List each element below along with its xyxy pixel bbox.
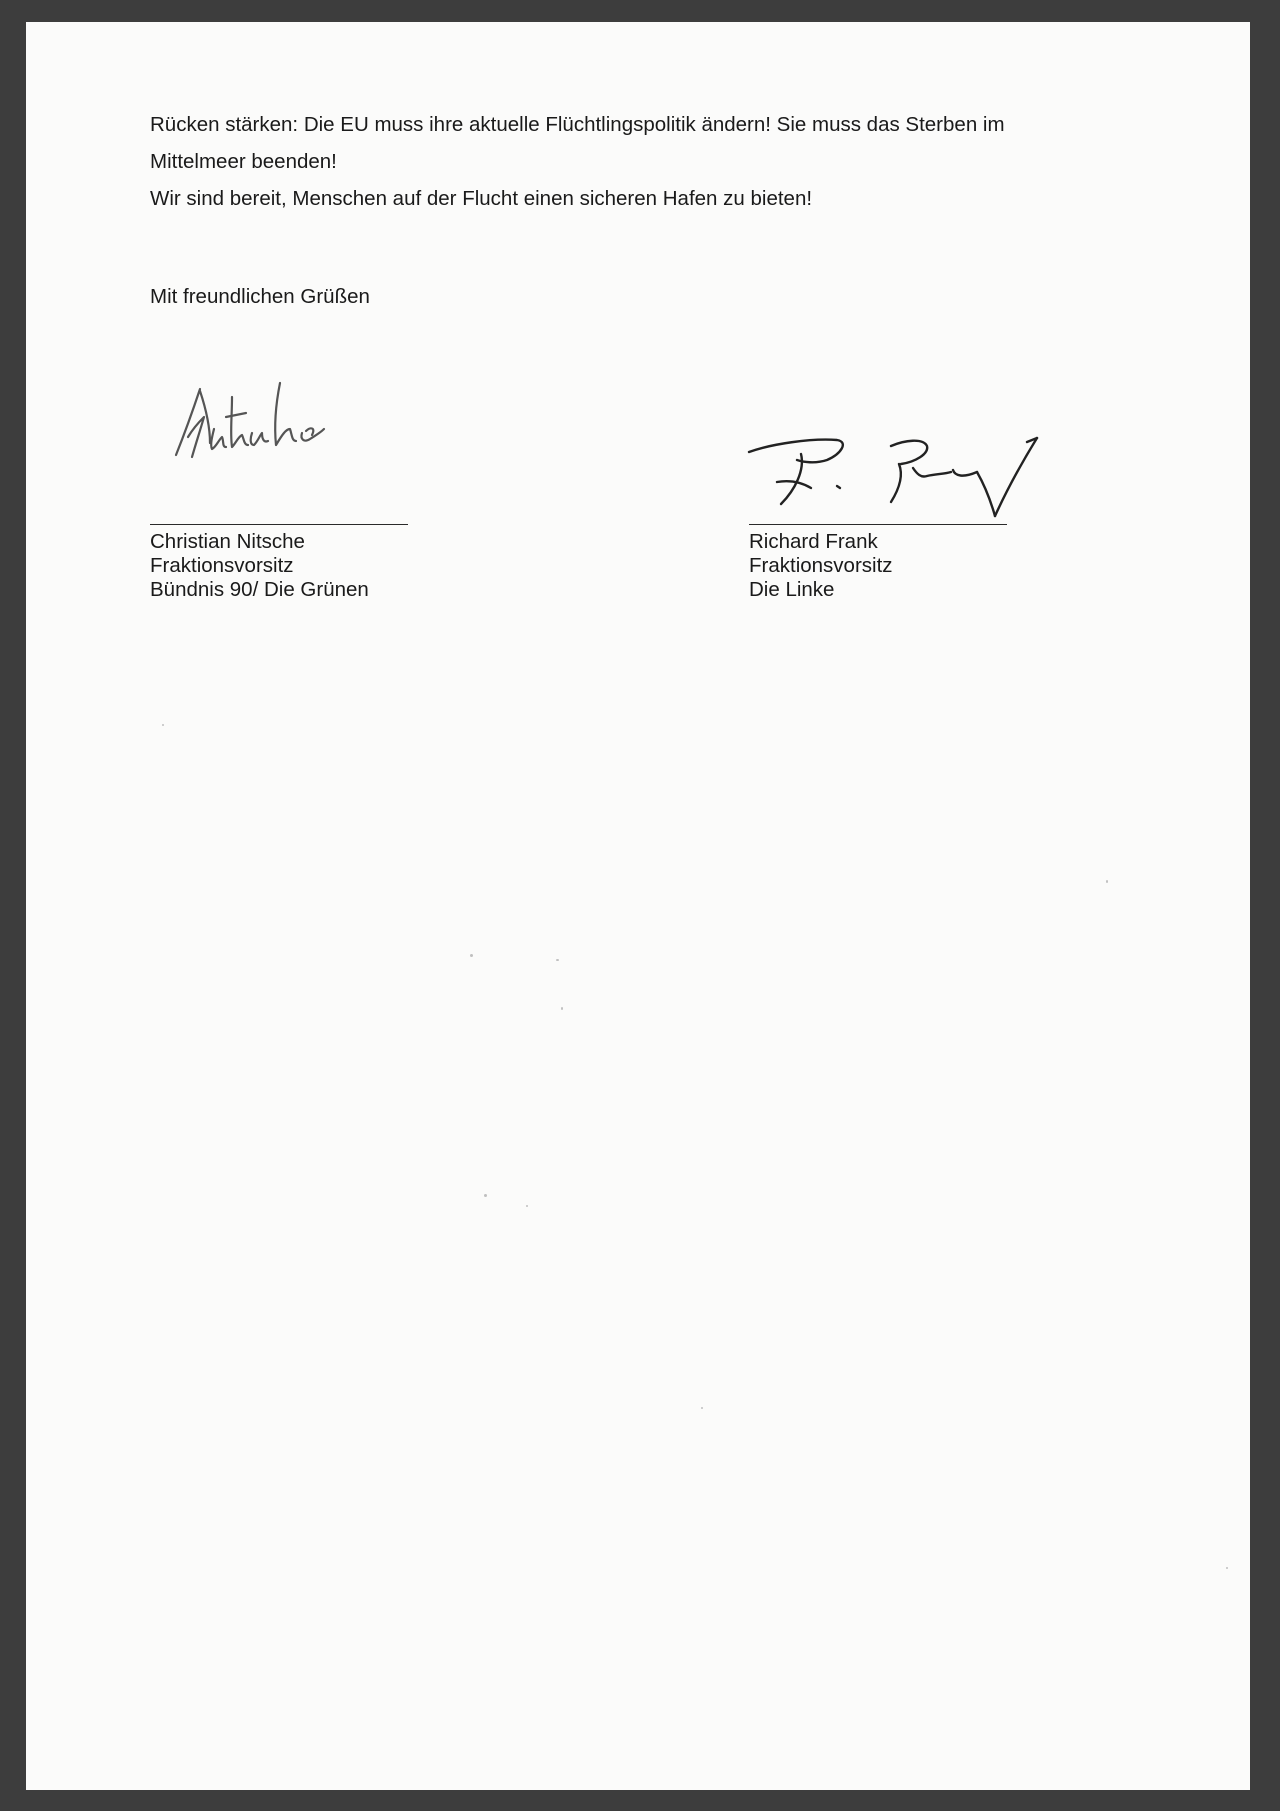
handwritten-signature-frank — [741, 424, 1081, 534]
closing-salutation: Mit freundlichen Grüßen — [150, 285, 370, 308]
scan-speck — [701, 1407, 703, 1409]
scan-speck — [1226, 1567, 1228, 1569]
body-line-1: Rücken stärken: Die EU muss ihre aktuelle Flüchtlingspolitik ändern! Sie muss das Sterben im — [150, 113, 1005, 136]
signatory-details — [749, 530, 893, 602]
letter-page — [26, 22, 1250, 1790]
scan-speck — [470, 954, 473, 957]
signatory-role: Fraktionsvorsitz — [749, 554, 893, 577]
handwritten-signature-nitsche — [170, 377, 370, 477]
signatory-party: Bündnis 90/ Die Grünen — [150, 578, 369, 601]
signature-line — [749, 524, 1007, 525]
body-line-2: Mittelmeer beenden! — [150, 150, 337, 173]
body-line-3: Wir sind bereit, Menschen auf der Flucht einen sicheren Hafen zu bieten! — [150, 187, 813, 210]
scan-speck — [561, 1007, 563, 1010]
scan-speck — [526, 1205, 528, 1207]
scan-speck — [556, 959, 559, 961]
signatory-role: Fraktionsvorsitz — [150, 554, 294, 577]
scan-speck — [484, 1194, 487, 1197]
signatory-name: Christian Nitsche — [150, 530, 305, 553]
signatory-name: Richard Frank — [749, 530, 878, 553]
signature-line — [150, 524, 408, 525]
signatory-party: Die Linke — [749, 578, 835, 601]
signatory-details — [150, 530, 369, 602]
letter-body — [150, 106, 1190, 217]
scan-speck — [1106, 880, 1108, 883]
scan-speck — [162, 724, 164, 726]
